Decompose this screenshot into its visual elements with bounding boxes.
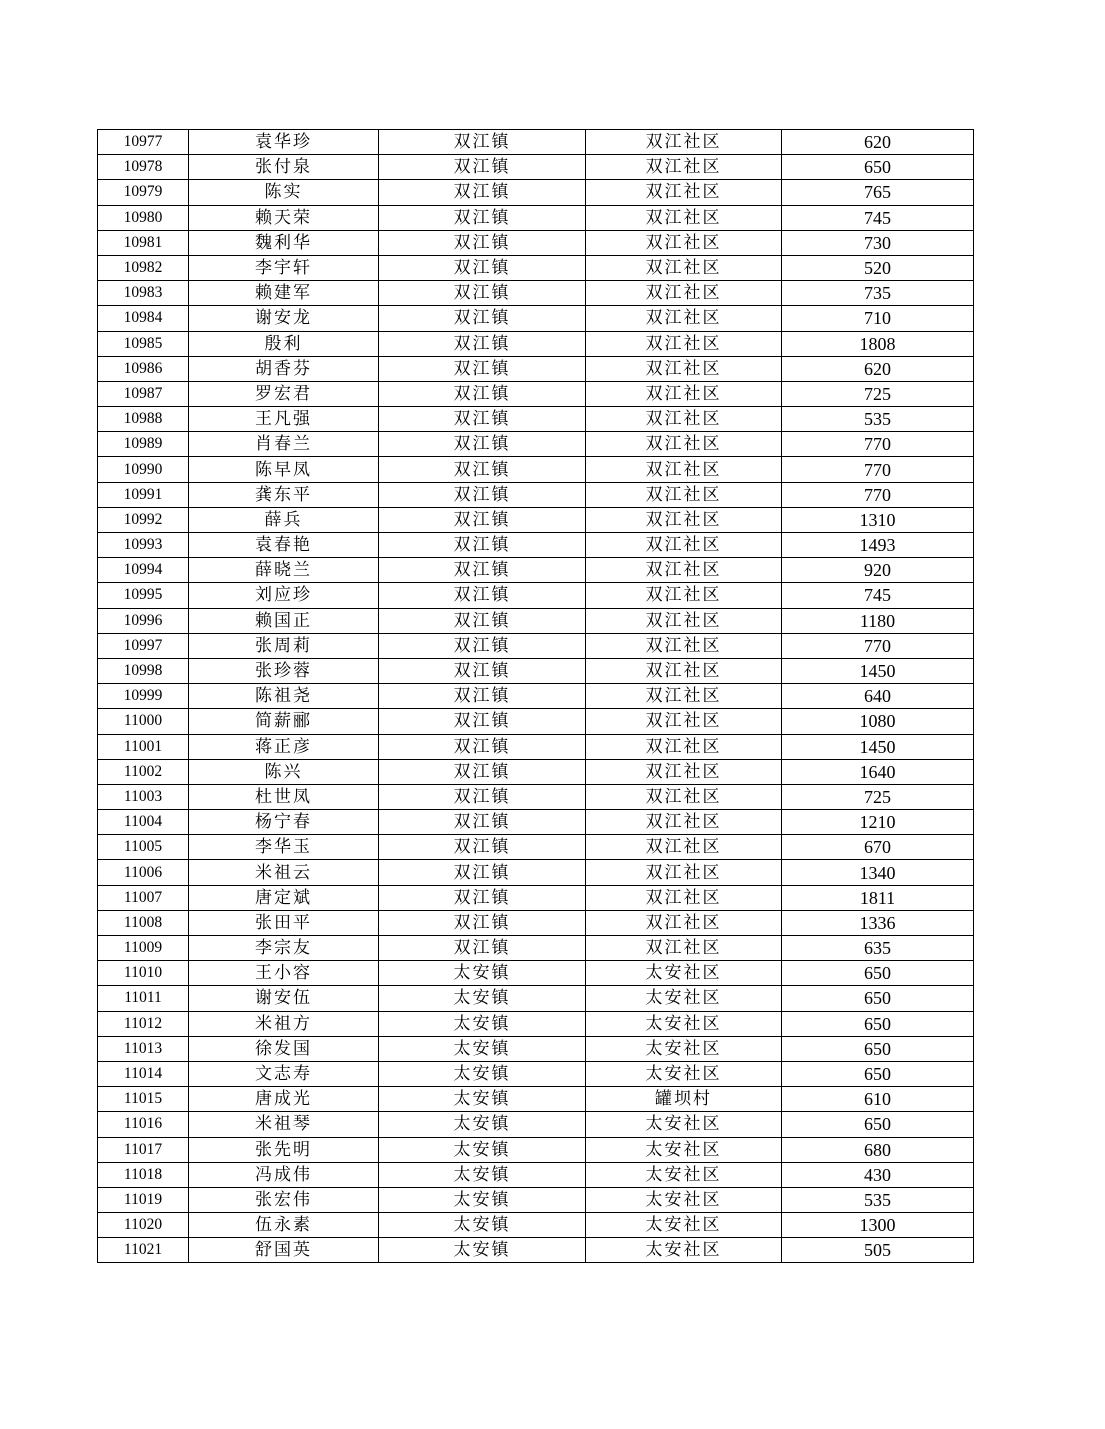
amount-cell: 650: [782, 155, 974, 180]
records-table-body: [98, 130, 974, 1263]
person-name-cell: 杨宁春: [189, 810, 379, 835]
town-cell: 双江镇: [379, 633, 586, 658]
record-number-cell: 10985: [98, 331, 189, 356]
table-row: [98, 381, 974, 406]
town-cell: 双江镇: [379, 130, 586, 155]
amount-cell: 920: [782, 558, 974, 583]
town-cell: 双江镇: [379, 784, 586, 809]
amount-cell: 765: [782, 180, 974, 205]
community-cell: 双江社区: [586, 860, 782, 885]
town-cell: 双江镇: [379, 910, 586, 935]
town-cell: 双江镇: [379, 759, 586, 784]
amount-cell: 620: [782, 356, 974, 381]
amount-cell: 710: [782, 306, 974, 331]
table-row: [98, 1162, 974, 1187]
person-name-cell: 陈早凤: [189, 457, 379, 482]
table-row: [98, 860, 974, 885]
community-cell: 双江社区: [586, 936, 782, 961]
town-cell: 双江镇: [379, 860, 586, 885]
person-name-cell: 刘应珍: [189, 583, 379, 608]
person-name-cell: 张付泉: [189, 155, 379, 180]
town-cell: 双江镇: [379, 356, 586, 381]
amount-cell: 1450: [782, 734, 974, 759]
town-cell: 双江镇: [379, 533, 586, 558]
table-row: [98, 533, 974, 558]
table-row: [98, 885, 974, 910]
amount-cell: 1310: [782, 507, 974, 532]
amount-cell: 745: [782, 205, 974, 230]
community-cell: 双江社区: [586, 910, 782, 935]
town-cell: 双江镇: [379, 255, 586, 280]
record-number-cell: 10980: [98, 205, 189, 230]
community-cell: 双江社区: [586, 155, 782, 180]
community-cell: 太安社区: [586, 1036, 782, 1061]
community-cell: 双江社区: [586, 684, 782, 709]
community-cell: 双江社区: [586, 810, 782, 835]
record-number-cell: 10990: [98, 457, 189, 482]
community-cell: 双江社区: [586, 507, 782, 532]
town-cell: 双江镇: [379, 734, 586, 759]
community-cell: 双江社区: [586, 130, 782, 155]
amount-cell: 1336: [782, 910, 974, 935]
community-cell: 双江社区: [586, 407, 782, 432]
amount-cell: 725: [782, 381, 974, 406]
record-number-cell: 11019: [98, 1187, 189, 1212]
table-row: [98, 130, 974, 155]
community-cell: 太安社区: [586, 1187, 782, 1212]
town-cell: 双江镇: [379, 583, 586, 608]
record-number-cell: 10993: [98, 533, 189, 558]
amount-cell: 640: [782, 684, 974, 709]
town-cell: 双江镇: [379, 281, 586, 306]
amount-cell: 650: [782, 986, 974, 1011]
amount-cell: 650: [782, 1112, 974, 1137]
person-name-cell: 袁华珍: [189, 130, 379, 155]
table-row: [98, 658, 974, 683]
community-cell: 双江社区: [586, 306, 782, 331]
table-row: [98, 482, 974, 507]
table-row: [98, 1137, 974, 1162]
table-row: [98, 633, 974, 658]
record-number-cell: 11008: [98, 910, 189, 935]
community-cell: 双江社区: [586, 885, 782, 910]
amount-cell: 770: [782, 633, 974, 658]
town-cell: 双江镇: [379, 407, 586, 432]
record-number-cell: 11002: [98, 759, 189, 784]
record-number-cell: 11006: [98, 860, 189, 885]
amount-cell: 505: [782, 1238, 974, 1263]
amount-cell: 1300: [782, 1213, 974, 1238]
record-number-cell: 10997: [98, 633, 189, 658]
town-cell: 太安镇: [379, 1213, 586, 1238]
community-cell: 太安社区: [586, 1162, 782, 1187]
record-number-cell: 11005: [98, 835, 189, 860]
table-row: [98, 835, 974, 860]
town-cell: 双江镇: [379, 558, 586, 583]
community-cell: 双江社区: [586, 432, 782, 457]
record-number-cell: 11015: [98, 1087, 189, 1112]
town-cell: 双江镇: [379, 684, 586, 709]
town-cell: 双江镇: [379, 482, 586, 507]
town-cell: 双江镇: [379, 658, 586, 683]
amount-cell: 635: [782, 936, 974, 961]
town-cell: 双江镇: [379, 180, 586, 205]
table-row: [98, 558, 974, 583]
community-cell: 双江社区: [586, 331, 782, 356]
town-cell: 双江镇: [379, 457, 586, 482]
amount-cell: 650: [782, 961, 974, 986]
record-number-cell: 11020: [98, 1213, 189, 1238]
amount-cell: 535: [782, 1187, 974, 1212]
town-cell: 双江镇: [379, 936, 586, 961]
community-cell: 太安社区: [586, 1011, 782, 1036]
town-cell: 太安镇: [379, 1061, 586, 1086]
table-row: [98, 407, 974, 432]
amount-cell: 1450: [782, 658, 974, 683]
record-number-cell: 10981: [98, 230, 189, 255]
record-number-cell: 11001: [98, 734, 189, 759]
person-name-cell: 陈兴: [189, 759, 379, 784]
record-number-cell: 11013: [98, 1036, 189, 1061]
record-number-cell: 10982: [98, 255, 189, 280]
community-cell: 太安社区: [586, 1238, 782, 1263]
town-cell: 太安镇: [379, 1238, 586, 1263]
community-cell: 太安社区: [586, 961, 782, 986]
town-cell: 太安镇: [379, 1087, 586, 1112]
table-row: [98, 1011, 974, 1036]
table-row: [98, 1238, 974, 1263]
table-row: [98, 432, 974, 457]
amount-cell: 770: [782, 457, 974, 482]
record-number-cell: 10989: [98, 432, 189, 457]
community-cell: 太安社区: [586, 1137, 782, 1162]
town-cell: 太安镇: [379, 1011, 586, 1036]
amount-cell: 1080: [782, 709, 974, 734]
person-name-cell: 谢安伍: [189, 986, 379, 1011]
person-name-cell: 赖国正: [189, 608, 379, 633]
record-number-cell: 10979: [98, 180, 189, 205]
person-name-cell: 简薪郦: [189, 709, 379, 734]
table-row: [98, 810, 974, 835]
town-cell: 双江镇: [379, 810, 586, 835]
community-cell: 太安社区: [586, 1213, 782, 1238]
table-row: [98, 155, 974, 180]
record-number-cell: 11016: [98, 1112, 189, 1137]
table-row: [98, 1061, 974, 1086]
amount-cell: 610: [782, 1087, 974, 1112]
person-name-cell: 徐发国: [189, 1036, 379, 1061]
amount-cell: 725: [782, 784, 974, 809]
person-name-cell: 杜世凤: [189, 784, 379, 809]
town-cell: 太安镇: [379, 1137, 586, 1162]
person-name-cell: 肖春兰: [189, 432, 379, 457]
community-cell: 双江社区: [586, 633, 782, 658]
amount-cell: 1640: [782, 759, 974, 784]
person-name-cell: 米祖琴: [189, 1112, 379, 1137]
record-number-cell: 10978: [98, 155, 189, 180]
table-row: [98, 1036, 974, 1061]
town-cell: 双江镇: [379, 432, 586, 457]
person-name-cell: 米祖方: [189, 1011, 379, 1036]
record-number-cell: 11012: [98, 1011, 189, 1036]
amount-cell: 650: [782, 1061, 974, 1086]
table-row: [98, 230, 974, 255]
community-cell: 双江社区: [586, 608, 782, 633]
table-row: [98, 180, 974, 205]
person-name-cell: 赖建军: [189, 281, 379, 306]
record-number-cell: 11009: [98, 936, 189, 961]
community-cell: 双江社区: [586, 205, 782, 230]
record-number-cell: 10977: [98, 130, 189, 155]
table-row: [98, 709, 974, 734]
record-number-cell: 10991: [98, 482, 189, 507]
town-cell: 双江镇: [379, 306, 586, 331]
person-name-cell: 张田平: [189, 910, 379, 935]
record-number-cell: 10987: [98, 381, 189, 406]
community-cell: 双江社区: [586, 457, 782, 482]
record-number-cell: 11014: [98, 1061, 189, 1086]
community-cell: 双江社区: [586, 558, 782, 583]
community-cell: 双江社区: [586, 281, 782, 306]
community-cell: 双江社区: [586, 835, 782, 860]
person-name-cell: 文志寿: [189, 1061, 379, 1086]
person-name-cell: 唐成光: [189, 1087, 379, 1112]
person-name-cell: 张珍蓉: [189, 658, 379, 683]
amount-cell: 1340: [782, 860, 974, 885]
table-row: [98, 734, 974, 759]
document-sheet: [97, 129, 973, 1263]
person-name-cell: 张先明: [189, 1137, 379, 1162]
town-cell: 双江镇: [379, 155, 586, 180]
community-cell: 双江社区: [586, 709, 782, 734]
amount-cell: 670: [782, 835, 974, 860]
record-number-cell: 11011: [98, 986, 189, 1011]
table-row: [98, 608, 974, 633]
community-cell: 双江社区: [586, 255, 782, 280]
table-row: [98, 1187, 974, 1212]
community-cell: 双江社区: [586, 784, 782, 809]
person-name-cell: 张宏伟: [189, 1187, 379, 1212]
table-row: [98, 205, 974, 230]
person-name-cell: 胡香芬: [189, 356, 379, 381]
person-name-cell: 罗宏君: [189, 381, 379, 406]
table-row: [98, 457, 974, 482]
record-number-cell: 10999: [98, 684, 189, 709]
record-number-cell: 10996: [98, 608, 189, 633]
community-cell: 双江社区: [586, 533, 782, 558]
table-row: [98, 356, 974, 381]
amount-cell: 770: [782, 482, 974, 507]
person-name-cell: 谢安龙: [189, 306, 379, 331]
community-cell: 双江社区: [586, 356, 782, 381]
table-row: [98, 986, 974, 1011]
person-name-cell: 米祖云: [189, 860, 379, 885]
person-name-cell: 李宗友: [189, 936, 379, 961]
records-table: [97, 129, 974, 1263]
table-row: [98, 684, 974, 709]
record-number-cell: 10983: [98, 281, 189, 306]
person-name-cell: 蒋正彦: [189, 734, 379, 759]
record-number-cell: 11003: [98, 784, 189, 809]
community-cell: 双江社区: [586, 180, 782, 205]
town-cell: 太安镇: [379, 1112, 586, 1137]
town-cell: 双江镇: [379, 709, 586, 734]
town-cell: 双江镇: [379, 885, 586, 910]
table-row: [98, 1087, 974, 1112]
record-number-cell: 10998: [98, 658, 189, 683]
record-number-cell: 10986: [98, 356, 189, 381]
person-name-cell: 王凡强: [189, 407, 379, 432]
town-cell: 双江镇: [379, 205, 586, 230]
person-name-cell: 唐定斌: [189, 885, 379, 910]
amount-cell: 650: [782, 1036, 974, 1061]
amount-cell: 650: [782, 1011, 974, 1036]
town-cell: 双江镇: [379, 507, 586, 532]
amount-cell: 520: [782, 255, 974, 280]
person-name-cell: 殷利: [189, 331, 379, 356]
community-cell: 双江社区: [586, 734, 782, 759]
town-cell: 双江镇: [379, 331, 586, 356]
town-cell: 太安镇: [379, 961, 586, 986]
table-row: [98, 1213, 974, 1238]
amount-cell: 1811: [782, 885, 974, 910]
record-number-cell: 11018: [98, 1162, 189, 1187]
table-row: [98, 331, 974, 356]
amount-cell: 680: [782, 1137, 974, 1162]
record-number-cell: 10988: [98, 407, 189, 432]
record-number-cell: 11017: [98, 1137, 189, 1162]
person-name-cell: 薛兵: [189, 507, 379, 532]
person-name-cell: 冯成伟: [189, 1162, 379, 1187]
person-name-cell: 李华玉: [189, 835, 379, 860]
amount-cell: 735: [782, 281, 974, 306]
community-cell: 太安社区: [586, 1061, 782, 1086]
town-cell: 双江镇: [379, 230, 586, 255]
town-cell: 太安镇: [379, 1162, 586, 1187]
amount-cell: 430: [782, 1162, 974, 1187]
table-row: [98, 255, 974, 280]
table-row: [98, 507, 974, 532]
person-name-cell: 赖天荣: [189, 205, 379, 230]
community-cell: 太安社区: [586, 1112, 782, 1137]
community-cell: 罐坝村: [586, 1087, 782, 1112]
person-name-cell: 王小容: [189, 961, 379, 986]
amount-cell: 620: [782, 130, 974, 155]
amount-cell: 730: [782, 230, 974, 255]
table-row: [98, 784, 974, 809]
record-number-cell: 11010: [98, 961, 189, 986]
person-name-cell: 陈实: [189, 180, 379, 205]
person-name-cell: 魏利华: [189, 230, 379, 255]
amount-cell: 1493: [782, 533, 974, 558]
person-name-cell: 舒国英: [189, 1238, 379, 1263]
amount-cell: 1808: [782, 331, 974, 356]
community-cell: 双江社区: [586, 482, 782, 507]
table-row: [98, 281, 974, 306]
amount-cell: 535: [782, 407, 974, 432]
person-name-cell: 张周莉: [189, 633, 379, 658]
town-cell: 双江镇: [379, 608, 586, 633]
town-cell: 太安镇: [379, 1036, 586, 1061]
community-cell: 双江社区: [586, 658, 782, 683]
person-name-cell: 伍永素: [189, 1213, 379, 1238]
community-cell: 双江社区: [586, 759, 782, 784]
town-cell: 双江镇: [379, 381, 586, 406]
community-cell: 双江社区: [586, 583, 782, 608]
record-number-cell: 11004: [98, 810, 189, 835]
record-number-cell: 10994: [98, 558, 189, 583]
table-row: [98, 961, 974, 986]
table-row: [98, 936, 974, 961]
amount-cell: 745: [782, 583, 974, 608]
table-row: [98, 306, 974, 331]
record-number-cell: 11000: [98, 709, 189, 734]
record-number-cell: 10992: [98, 507, 189, 532]
table-row: [98, 1112, 974, 1137]
town-cell: 太安镇: [379, 1187, 586, 1212]
person-name-cell: 陈祖尧: [189, 684, 379, 709]
community-cell: 双江社区: [586, 381, 782, 406]
table-row: [98, 583, 974, 608]
town-cell: 太安镇: [379, 986, 586, 1011]
amount-cell: 770: [782, 432, 974, 457]
person-name-cell: 李宇轩: [189, 255, 379, 280]
community-cell: 双江社区: [586, 230, 782, 255]
record-number-cell: 11007: [98, 885, 189, 910]
person-name-cell: 薛晓兰: [189, 558, 379, 583]
community-cell: 太安社区: [586, 986, 782, 1011]
table-row: [98, 910, 974, 935]
record-number-cell: 10984: [98, 306, 189, 331]
town-cell: 双江镇: [379, 835, 586, 860]
person-name-cell: 袁春艳: [189, 533, 379, 558]
record-number-cell: 10995: [98, 583, 189, 608]
table-row: [98, 759, 974, 784]
amount-cell: 1210: [782, 810, 974, 835]
record-number-cell: 11021: [98, 1238, 189, 1263]
amount-cell: 1180: [782, 608, 974, 633]
person-name-cell: 龚东平: [189, 482, 379, 507]
